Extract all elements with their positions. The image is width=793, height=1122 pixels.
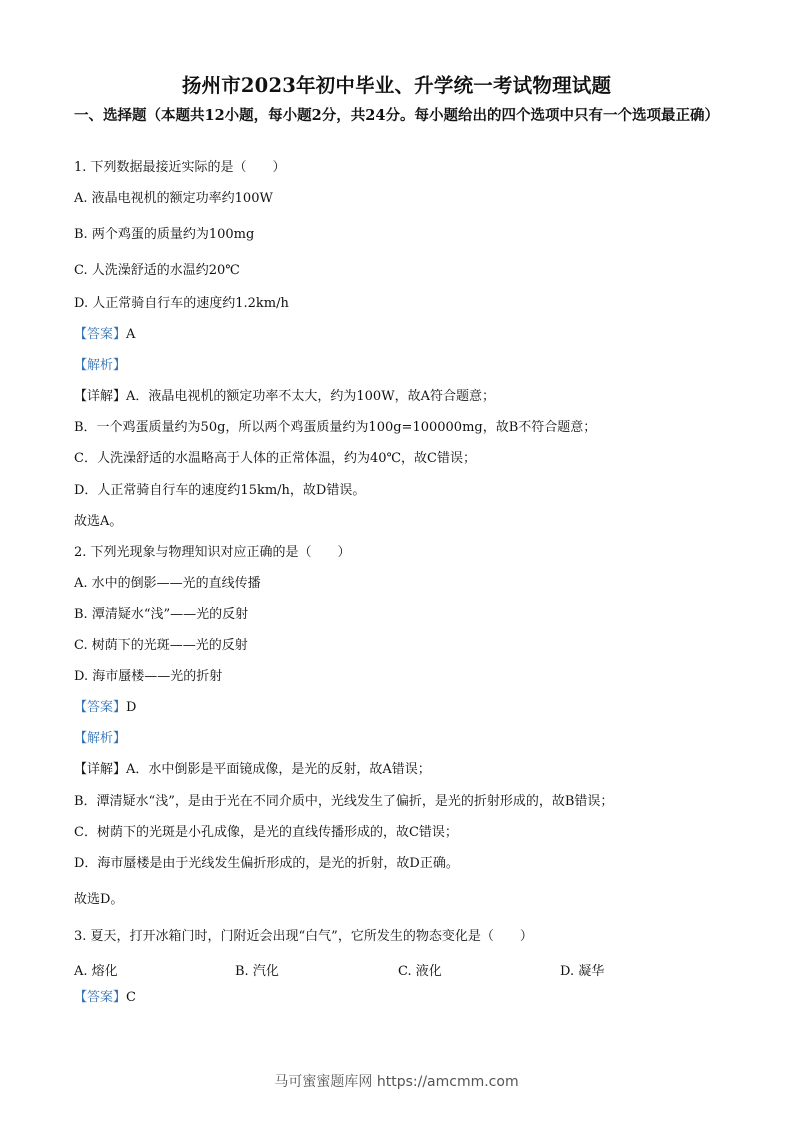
- q1-analysis-label: 【解析】: [74, 358, 127, 373]
- q2-analysis-label: 【解析】: [74, 731, 127, 746]
- q2-conclusion: 故选D。: [74, 892, 124, 907]
- answer-label: 【答案】: [74, 990, 127, 1005]
- q2-option-d: D. 海市蜃楼——光的折射: [74, 669, 223, 684]
- q2-option-c: C. 树荫下的光斑——光的反射: [74, 638, 248, 653]
- q1-detail-3: C．人洗澡舒适的水温略高于人体的正常体温，约为40℃，故C错误；: [74, 451, 476, 466]
- q1-detail-4: D．人正常骑自行车的速度约15km/h，故D错误。: [74, 483, 366, 498]
- q3-answer: [74, 990, 136, 1006]
- q2-stem: 2. 下列光现象与物理知识对应正确的是（ ）: [74, 545, 351, 560]
- q3-option-a: A. 熔化: [74, 964, 118, 979]
- q2-detail-2: B．潭清疑水“浅”，是由于光在不同介质中，光线发生了偏折，是光的折射形成的，故B错误；: [74, 794, 614, 809]
- q3-option-b: B. 汽化: [235, 964, 279, 979]
- q1-option-c: C. 人洗澡舒适的水温约20℃: [74, 263, 240, 278]
- q3-option-c: C. 液化: [398, 964, 442, 979]
- footer-watermark: 马可蜜蜜题库网 https://amcmm.com: [274, 1074, 519, 1090]
- q2-answer: [74, 700, 136, 716]
- q2-detail-1: 【详解】A．水中倒影是平面镜成像，是光的反射，故A错误；: [74, 762, 431, 777]
- q1-conclusion: 故选A。: [74, 514, 123, 529]
- q3-option-d: D. 凝华: [560, 964, 605, 979]
- q1-detail-2: B．一个鸡蛋质量约为50g，所以两个鸡蛋质量约为100g=100000mg，故B不符合题意；: [74, 420, 597, 435]
- q1-answer: [74, 327, 135, 343]
- q2-option-a: A. 水中的倒影——光的直线传播: [74, 576, 261, 591]
- q1-option-d: D. 人正常骑自行车的速度约1.2km/h: [74, 296, 289, 311]
- page-title: 扬州市2023年初中毕业、升学统一考试物理试题: [181, 74, 612, 97]
- answer-value: C: [126, 990, 136, 1005]
- answer-value: A: [126, 327, 136, 342]
- q2-option-b: B. 潭清疑水“浅”——光的反射: [74, 607, 249, 622]
- q1-option-b: B. 两个鸡蛋的质量约为100mg: [74, 227, 255, 242]
- q1-stem: 1. 下列数据最接近实际的是（ ）: [74, 160, 286, 175]
- q2-detail-4: D．海市蜃楼是由于光线发生偏折形成的，是光的折射，故D正确。: [74, 856, 459, 871]
- answer-value: D: [126, 700, 137, 715]
- q3-stem: 3. 夏天，打开冰箱门时，门附近会出现“白气”，它所发生的物态变化是（ ）: [74, 929, 533, 944]
- q1-detail-1: 【详解】A．液晶电视机的额定功率不太大，约为100W，故A符合题意；: [74, 389, 495, 404]
- answer-label: 【答案】: [74, 327, 127, 342]
- answer-label: 【答案】: [74, 700, 127, 715]
- q1-option-a: A. 液晶电视机的额定功率约100W: [74, 191, 273, 206]
- q2-detail-3: C．树荫下的光斑是小孔成像，是光的直线传播形成的，故C错误；: [74, 825, 458, 840]
- section-heading: 一、选择题（本题共12小题，每小题2分，共24分。每小题给出的四个选项中只有一个选项最正确）: [74, 107, 719, 124]
